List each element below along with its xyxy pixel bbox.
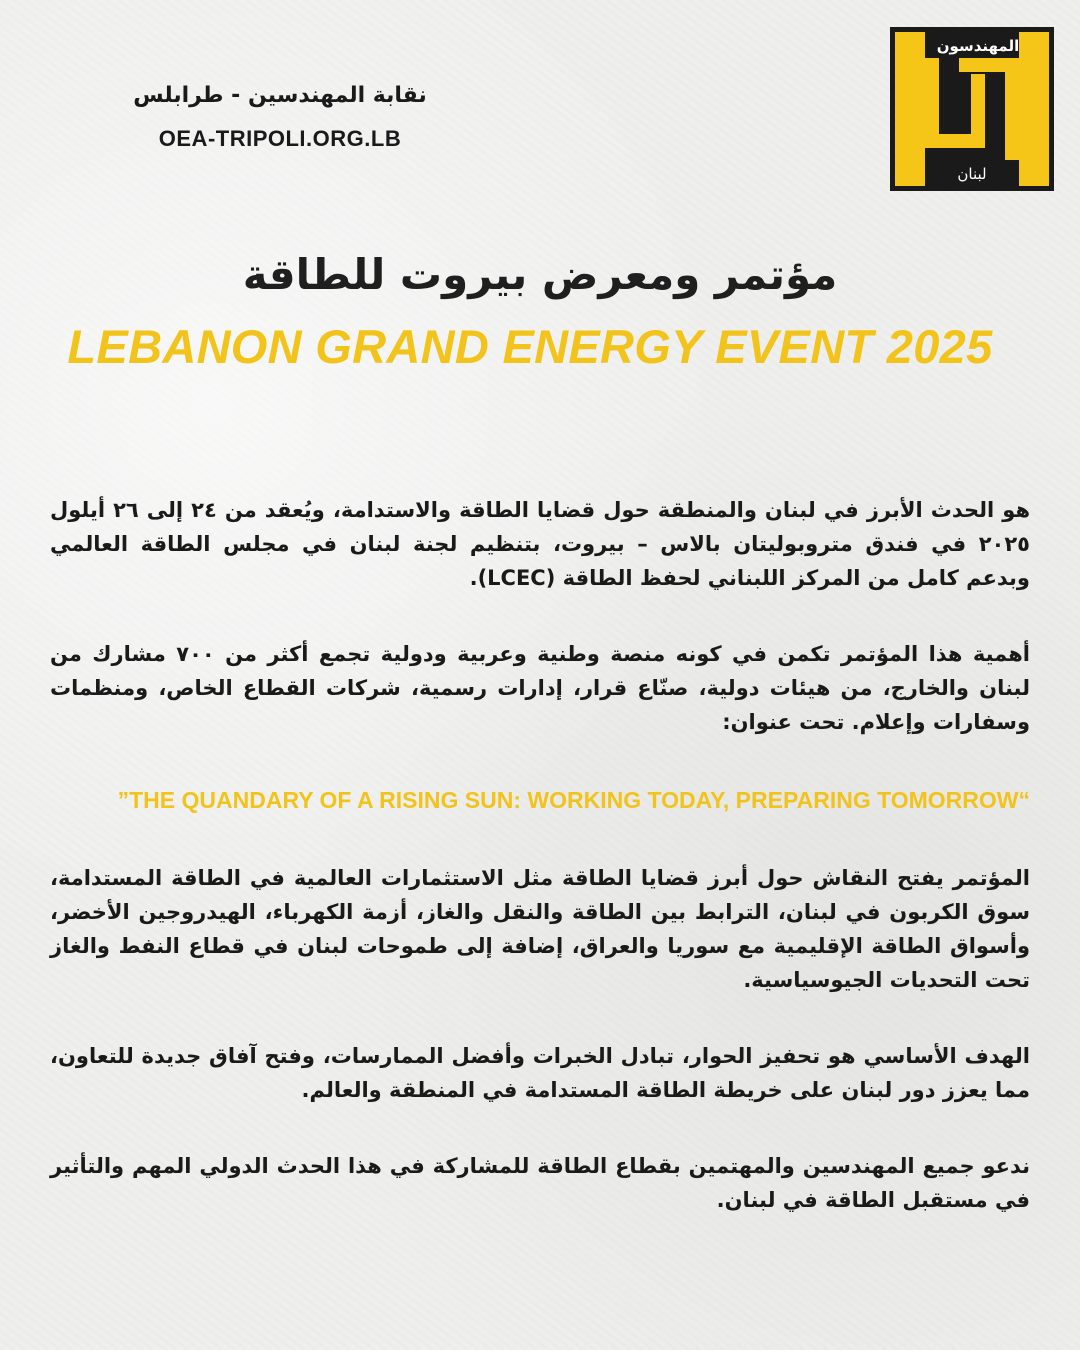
paragraph-topics: المؤتمر يفتح النقاش حول أبرز قضايا الطاقة مثل الاستثمارات العالمية في الطاقة المستدامة، سوق الكربون في لبنان، الترابط بين الطاقة والنقل والغاز، أزمة الكهرباء، الهيدروجين الأخضر، وأسواق الطاقة الإقليمية مع سوريا والعراق، إضافة إلى طموحات لبنان في قطاع النفط والغاز تحت التحديات الجيوسياسية. xyxy=(50,866,1030,992)
paragraph-invitation: ندعو جميع المهندسين والمهتمين بقطاع الطاقة للمشاركة في هذا الحدث الدولي المهم والتأثير في مستقبل الطاقة في لبنان. xyxy=(50,1154,1030,1212)
engineers-syndicate-logo xyxy=(890,27,1054,191)
paragraph-importance: أهمية هذا المؤتمر تكمن في كونه منصة وطنية وعربية ودولية تجمع أكثر من ٧٠٠ مشارك من لبنان والخارج، من هيئات دولية، صنّاع قرار، إدارات رسمية، شركات القطاع الخاص، ومنظمات وسفارات وإعلام. تحت عنوان: xyxy=(50,642,1030,734)
event-motto: “THE QUANDARY OF A RISING SUN: WORKING TODAY, PREPARING TOMORROW” xyxy=(117,787,1030,813)
paragraph-intro: هو الحدث الأبرز في لبنان والمنطقة حول قضايا الطاقة والاستدامة، ويُعقد من ٢٤ إلى ٢٦ أيلول ٢٠٢٥ في فندق متروبوليتان بالاس – بيروت، بتنظيم لجنة لبنان في مجلس الطاقة العالمي وبدعم كامل من المركز اللبناني لحفظ الطاقة (LCEC). xyxy=(50,498,1030,590)
organization-website[interactable]: OEA-TRIPOLI.ORG.LB xyxy=(158,126,402,151)
organization-name: نقابة المهندسين - طرابلس xyxy=(133,83,427,108)
organization-header xyxy=(100,78,460,152)
page-title-english: LEBANON GRAND ENERGY EVENT 2025 xyxy=(67,320,993,373)
page-title-arabic: مؤتمر ومعرض بيروت للطاقة xyxy=(242,250,838,299)
logo-text-top: المهندسون xyxy=(936,37,1020,55)
article-body xyxy=(50,493,1030,1217)
paragraph-goal: الهدف الأساسي هو تحفيز الحوار، تبادل الخبرات وأفضل الممارسات، وفتح آفاق جديدة للتعاون، مما يعزز دور لبنان على خريطة الطاقة المستدامة في المنطقة والعالم. xyxy=(50,1044,1030,1102)
logo-text-bottom: لبنان xyxy=(957,165,987,183)
